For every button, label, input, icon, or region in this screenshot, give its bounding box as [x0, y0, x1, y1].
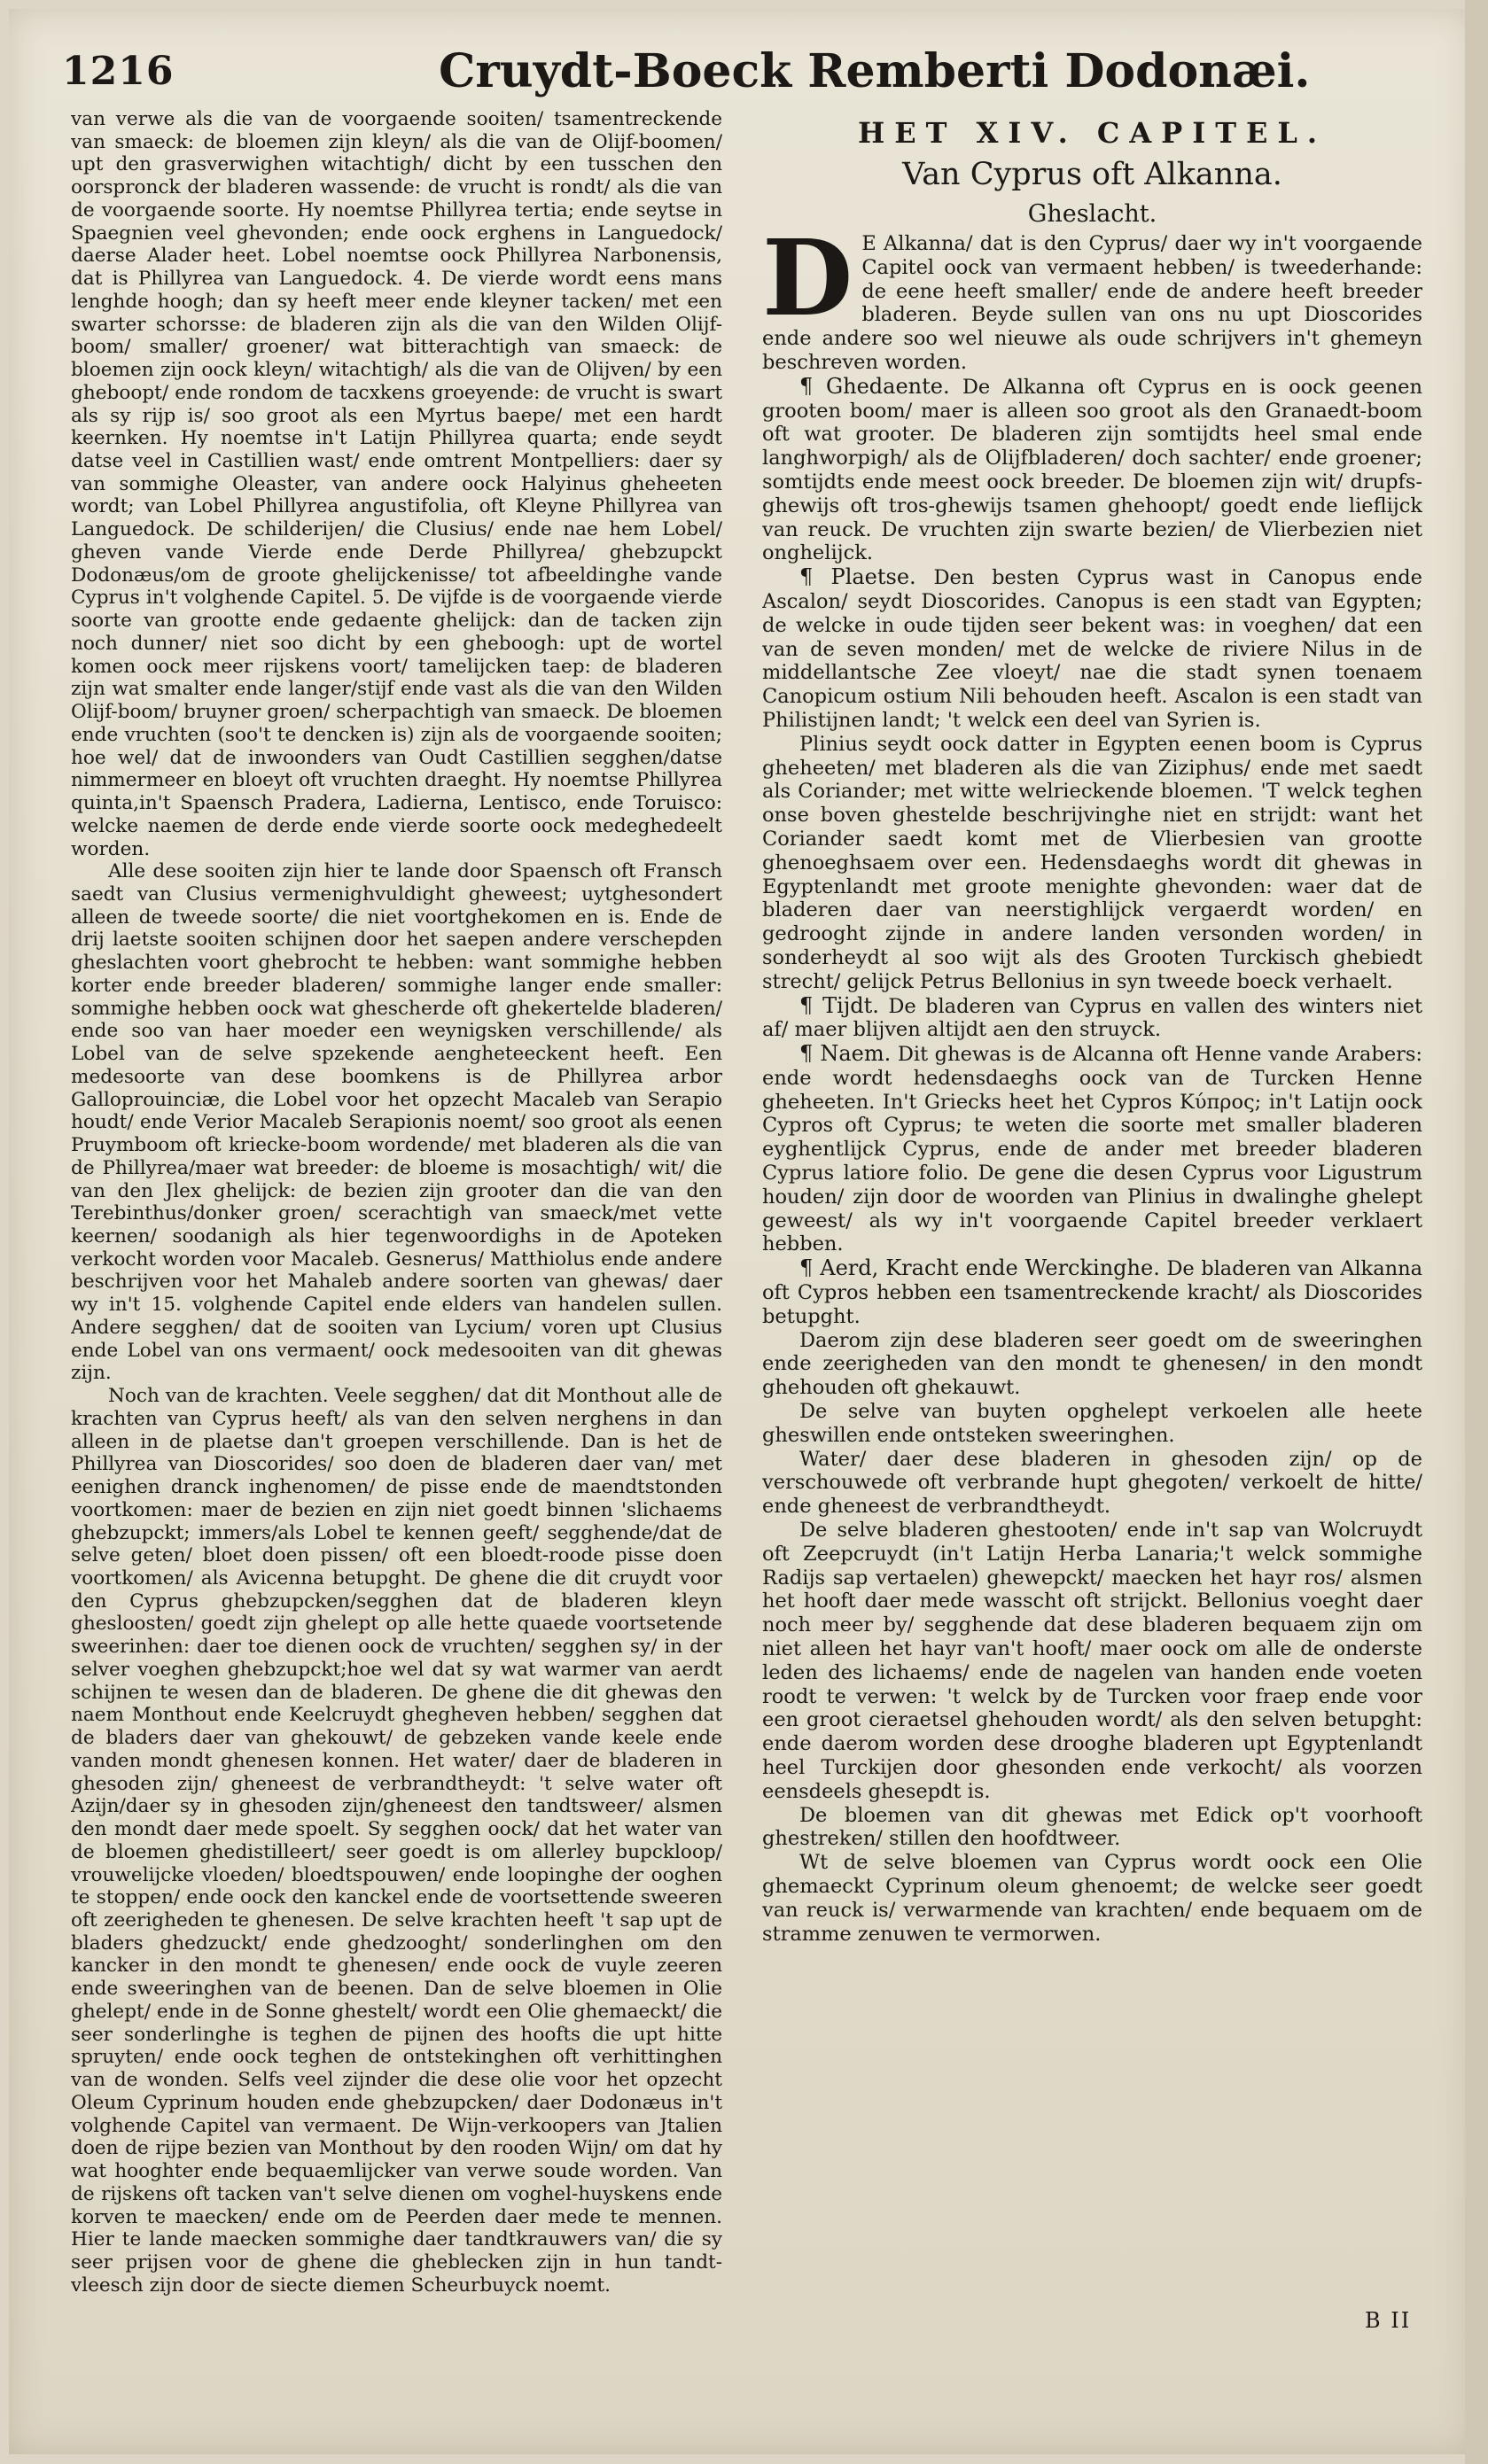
- right-paragraph-13: [762, 1851, 1422, 1946]
- right-paragraph-1-text: E Alkanna/ dat is den Cyprus/ daer wy in't voorgaende Capitel oock van vermaent hebben/ is tweederhande: de eene heeft smaller/ ende de andere heeft breeder bladeren. Beyde sullen van ons nu upt Dioscorides ende andere soo wel nieuwe als oude schrijvers in't ghemeyn beschreven worden.: [762, 232, 1422, 374]
- left-paragraph-1: van verwe als die van de voorgaende sooiten/ tsamentreckende van smaeck: de bloemen zijn kleyn/ als die van de Olijf-boomen/ upt den grasverwighen witachtigh/ dicht by een tusschen den oorspronck der bladeren wassende: de vrucht is rondt/ als die van de voorgaende soorte. Hy noemtse Phillyrea tertia; ende seytse in Spaegnien veel ghevonden; ende oock erghens in Languedock/ daerse Alader heet. Lobel noemtse oock Phillyrea Narbonensis, dat is Phillyrea van Languedock. 4. De vierde wordt eens mans lenghde hoogh; dan sy heeft meer ende kleyner tacken/ met een swarter schorsse: de bladeren zijn als die van den Wilden Olijf-boom/ smaller/ groener/ wat bitterachtigh van smaeck: de bloemen zijn oock kleyn/ witachtigh/ als die van de Olijven/ by een gheboopt/ ende rondom de tacxkens groeyende: de vrucht is swart als sy rijp is/ soo groot als een Myrtus baepe/ met een hardt keernken. Hy noemtse in't Latijn Phillyrea quarta; ende seydt datse veel in Castillien wast/ ende omtrent Montpelliers: daer sy van sommighe Oleaster, van andere oock Halyinus gheheeten wordt; van Lobel Phillyrea angustifolia, oft Kleyne Phillyrea van Languedock. De schilderijen/ die Clusius/ ende nae hem Lobel/ gheven vande Vierde ende Derde Phillyrea/ ghebzupckt Dodonæus/om de groote ghelijckenisse/ tot afbeeldinghe vande Cyprus in't volghende Capitel. 5. De vijfde is de voorgaende vierde soorte van grootte ende gedaente ghelijck: dan de tacken zijn noch dunner/ niet soo dicht by een gheboogh: upt de wortel komen oock meer rijskens voort/ tamelijcken taep: de bladeren zijn wat smalter ende langer/stijf ende vast als die van den Wilden Olijf-boom/ bruyner groen/ scherpachtigh van smaeck. De bloemen ende vruchten (soo't te dencken is) zijn als de voorgaende sooiten; hoe wel/ dat de inwoonders van Oudt Castillien segghen/datse nimmermeer en bloeyt oft vruchten draeght. Hy noemtse Phillyrea quinta,in't Spaensch Pradera, Ladierna, Lentisco, ende Toruisco: welcke naemen de derde ende vierde soorte oock medeghedeelt worden.: [71, 108, 722, 860]
- right-paragraph-11: [762, 1519, 1422, 1804]
- right-paragraph-8: [762, 1329, 1422, 1400]
- left-column: [71, 108, 722, 2305]
- paragraph-label: ¶ Ghedaente.: [799, 373, 950, 399]
- running-head: Cruydt-Boeck Remberti Dodonæi.: [439, 44, 1311, 98]
- drop-capital: D: [762, 216, 853, 339]
- chapter-heading: HET XIV. CAPITEL.: [857, 116, 1328, 150]
- right-paragraph-9-text: De selve van buyten opghelept verkoelen alle heete gheswillen ende ontsteken sweeringhen.: [762, 1400, 1422, 1447]
- page-number: 1216: [62, 49, 175, 94]
- section-label: Gheslacht.: [1027, 200, 1157, 228]
- signature-mark: B II: [1365, 2308, 1412, 2333]
- right-paragraph-11-text: De selve bladeren ghestooten/ ende in't sap van Wolcruydt oft Zeepcruydt (in't Latijn Herba Lanaria;'t welck sommighe Radijs sap vertaelen) ghewepckt/ maecken het hayr ros/ alsmen het hooft daer mede wasscht oft strijckt. Bellonius voeght daer noch meer by/ segghende dat dese bladeren bequaem zijn om niet alleen het hayr van't hooft/ maer oock om alle de onderste leden des lichaems/ ende de nagelen van handen ende voeten roodt te verwen: 't welck by de Turcken voor fraep ende voor een groot cieraetsel ghehouden wordt/ als den selven betupght: ende daerom worden dese drooghe bladeren upt Egyptenlandt heel Turckijen door ghesonden ende verkocht/ als voorzen eensdeels ghesepdt is.: [762, 1519, 1422, 1803]
- right-paragraph-10-text: Water/ daer dese bladeren in ghesoden zijn/ op de verschouwede oft verbrande hupt ghegoten/ verkoelt de hitte/ ende gheneest de verbrandtheydt.: [762, 1447, 1422, 1519]
- right-paragraph-2-text: De Alkanna oft Cyprus en is oock geenen grooten boom/ maer is alleen soo groot als den Granaedt-boom oft wat grooter. De bladeren zijn somtijdts heel smal ende langhworpigh/ als de Olijfbladeren/ doch sachter/ ende groener; somtijdts ende meest oock breeder. De bloemen zijn wit/ drupfs-ghewijs oft tros-ghewijs tsamen ghehoopt/ goedt ende lieflijck van reuck. De vruchten zijn swarte bezien/ de Vlierbezien niet onghelijck.: [762, 375, 1422, 565]
- right-paragraph-5: [762, 994, 1422, 1043]
- right-paragraph-5-text: De bladeren van Cyprus en vallen des winters niet af/ maer blijven altijdt aen den struyck.: [762, 994, 1422, 1042]
- right-column: [762, 108, 1422, 2305]
- paragraph-label: ¶ Naem.: [799, 1041, 892, 1067]
- right-paragraph-8-text: Daerom zijn dese bladeren seer goedt om de sweeringhen ende zeerigheden van den mondt te ghenesen/ in den mondt ghehouden oft ghekauwt.: [762, 1328, 1422, 1400]
- right-paragraph-4: [762, 733, 1422, 994]
- paragraph-label: ¶ Tijdt.: [799, 992, 879, 1018]
- right-paragraph-9: [762, 1400, 1422, 1448]
- right-paragraph-3: [762, 565, 1422, 733]
- right-paragraph-4-text: Plinius seydt oock datter in Egypten eenen boom is Cyprus gheheeten/ met bladeren als die van Ziziphus/ ende met saedt als Coriander; met witte welrieckende bloemen. 'T welck teghen onse boven ghestelde beschrijvinghe niet en strijdt: want het Coriander saedt komt met de Vlierbesien van grootte ghenoeghsaem over een. Hedensdaeghs wordt dit ghewas in Egyptenlandt met groote menighte ghevonden: waer dat de bladeren daer van neerstighlijck vergaerdt worden/ en gedrooght zijnde in andere landen versonden worden/ in sonderheydt al soo wijt als des Grooten Turckisch ghebiedt strecht/ gelijck Petrus Bellonius in syn tweede boeck verhaelt.: [762, 732, 1422, 993]
- right-paragraph-6-text: Dit ghewas is de Alcanna oft Henne vande Arabers: ende wordt hedensdaeghs oock van de Turcken Henne gheheeten. In't Griecks heet het Cypros Κύπρος; in't Latijn oock Cypros oft Cyprus; te weten die soorte met smaller bladeren eyghentlijck Cyprus, ende de ander met breeder bladeren Cyprus latiore folio. De gene die desen Cyprus voor Ligustrum houden/ zijn door de woorden van Plinius in dwalinghe ghelept geweest/ als wy in't voorgaende Capitel breeder verklaert hebben.: [762, 1043, 1422, 1256]
- right-paragraph-3-text: Den besten Cyprus wast in Canopus ende Ascalon/ seydt Dioscorides. Canopus is een stadt van Egypten; de welcke in oude tijden seer bekent was: in voeghen/ dat een van de seven monden/ met de welcke de riviere Nilus in de middellantsche Zee vloeyt/ nae die stadt synen toenaem Canopicum ostium Nili behouden heeft. Ascalon is een stadt van Philistijnen landt; 't welck een deel van Syrien is.: [762, 566, 1422, 732]
- right-paragraph-12: [762, 1804, 1422, 1852]
- chapter-title: Van Cyprus oft Alkanna.: [902, 157, 1282, 192]
- right-paragraph-7-text: De bladeren van Alkanna oft Cypros hebben een tsamentreckende kracht/ als Dioscorides betupght.: [762, 1257, 1422, 1328]
- left-paragraph-3: Noch van de krachten. Veele segghen/ dat dit Monthout alle de krachten van Cyprus heeft/ als van den selven nerghens in dan alleen in de plaetse dan't groepen verschillende. Dan is het de Phillyrea van Dioscorides/ soo doen de bladeren daer van/ met eenighen dranck inghenomen/ de pisse ende de maendtstonden voortkomen: maer de bezien en zijn niet goedt binnen 'slichaems ghebzupckt; immers/als Lobel te kennen geeft/ segghende/dat de selve geten/ bloet doen pissen/ oft een bloedt-roode pisse doen voortkomen/ als Avicenna betupght. De ghene die dit cruydt voor den Cyprus ghebzupcken/segghen dat de bladeren kleyn ghesloosten/ goedt zijn ghelept op alle hette quaede voortsetende sweerinhen: daer toe dienen oock de vruchten/ segghen sy/ in der selver voeghen ghebzupckt;hoe wel dat sy wat warmer van aerdt schijnen te wesen dan de bladeren. De ghene die dit ghewas den naem Monthout ende Keelcruydt ghegheven hebben/ segghen dat de bladers daer van ghekouwt/ de gebzeken vande keele ende vanden mondt ghenesen konnen. Het water/ daer de bladeren in ghesoden zijn/ gheneest de verbrandtheydt: 't selve water oft Azijn/daer sy in ghesoden zijn/gheneest den tandtsweer/ alsmen den mondt daer mede spoelt. Sy segghen oock/ dat het water van de bloemen ghedistilleert/ seer goedt is om allerley bupckloop/ vrouwelijcke vloeden/ bloedtspouwen/ ende loopinghe der ooghen te stoppen/ ende oock den kanckel ende de voortsettende sweeren oft zeerigheden te ghenesen. De selve krachten heeft 't sap upt de bladers ghedzuckt/ ende ghedzooght/ sonderlinghen om den kancker in den mondt te ghenesen/ ende oock de vuyle zeeren ende sweeringhen van de beenen. Dan de selve bloemen in Olie ghelept/ ende in de Sonne ghestelt/ wordt een Olie ghemaeckt/ die seer sonderlinghe is teghen de pijnen des hoofts die upt hitte spruyten/ ende oock teghen de ontstekinghen oft verhittinghen van de wonden. Selfs veel zijnder die dese olie voor het opzecht Oleum Cyprinum houden ende ghebzupcken/ daer Dodonæus in't volghende Capitel van vermaent. De Wijn-verkoopers van Jtalien doen de rijpe bezien van Monthout by den rooden Wijn/ om dat hy wat hooghter ende bequaemlijcker van verwe soude worden. Van de rijskens oft tacken van't selve dienen om voghel-huyskens ende korven te maecken/ ende om de Peerden daer mede te mennen. Hier te lande maecken sommighe daer tandtkrauwers van/ die sy seer prijsen voor de ghene die gheblecken zijn in hun tandt-vleesch zijn door de siecte diemen Scheurbuyck noemt.: [71, 1385, 722, 2297]
- right-paragraph-10: [762, 1448, 1422, 1519]
- paragraph-label: ¶ Plaetse.: [799, 564, 916, 590]
- right-paragraph-7: [762, 1256, 1422, 1328]
- right-paragraph-13-text: Wt de selve bloemen van Cyprus wordt oock een Olie ghemaeckt Cyprinum oleum ghenoemt; de welcke seer goedt van reuck is/ verwarmende van krachten/ ende bequaem om de stramme zenuwen te vermorwen.: [762, 1851, 1422, 1946]
- left-paragraph-2: Alle dese sooiten zijn hier te lande door Spaensch oft Fransch saedt van Clusius vermenighvuldight gheweest; uytghesondert alleen de tweede soorte/ die niet voortghekomen en is. Ende de drij laetste sooiten schijnen door het saepen andere verschepden gheslachten voort ghebrocht te hebben: want sommighe hebben korter ende breeder bladeren/ sommighe langer ende smaller: sommighe hebben oock wat ghescherde oft ghekertelde bladeren/ ende soo van haer moeder een weynigsken verschillende/ als Lobel van de selve spzekende aengheteeckent heeft. Een medesoorte van dese boomkens is de Phillyrea arbor Galloprouinciæ, die Lobel voor het opzecht Macaleb van Serapio houdt/ ende Verior Macaleb Serapionis noemt/ soo groot als eenen Pruymboom oft kriecke-boom wordende/ met bladeren als die van de Phillyrea/maer wat breeder: de bloeme is mosachtigh/ wit/ die van den Jlex ghelijck: de bezien zijn grooter dan die van den Terebinthus/donker groen/ scerachtigh van smaeck/met vette keernen/ soodanigh als hier tegenwoordighs in de Apoteken verkocht worden voor Macaleb. Gesnerus/ Matthiolus ende andere beschrijven voor het Mahaleb andere soorten van ghewas/ daer wy in't 15. volghende Capitel ende elders van handelen sullen. Andere segghen/ dat de sooiten van Lycium/ voren upt Clusius ende Lobel van ons vermaent/ oock medesooiten van dit ghewas zijn.: [71, 860, 722, 1385]
- right-paragraph-12-text: De bloemen van dit ghewas met Edick op't voorhooft ghestreken/ stillen den hoofdtweer.: [762, 1803, 1422, 1851]
- page-edge: [1465, 0, 1488, 2464]
- paragraph-label: ¶ Aerd, Kracht ende Werckinghe.: [799, 1255, 1160, 1281]
- right-paragraph-1: [762, 216, 1422, 375]
- right-paragraph-6: [762, 1042, 1422, 1256]
- right-paragraph-2: [762, 375, 1422, 565]
